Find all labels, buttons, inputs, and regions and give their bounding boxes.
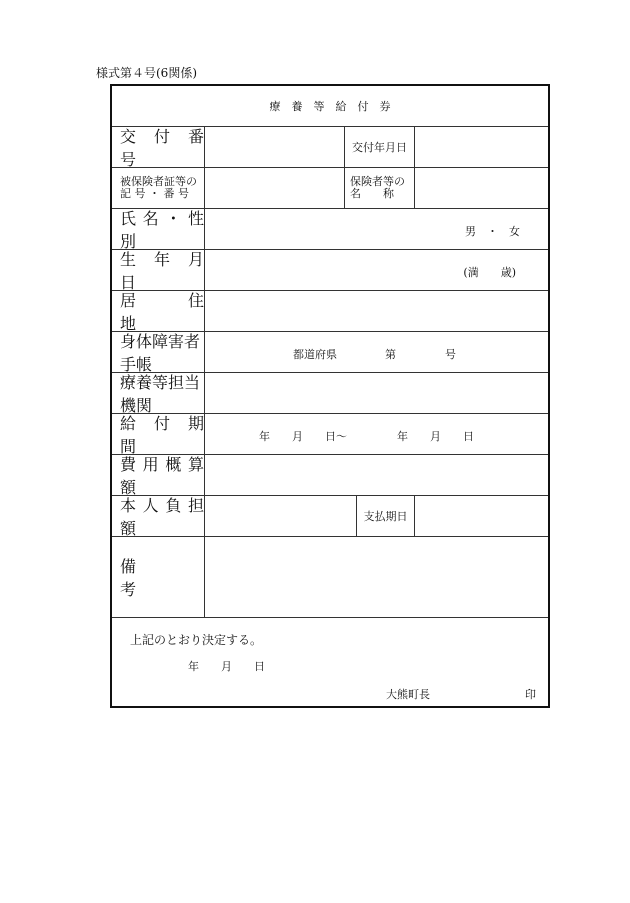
- benefit-period-row: [112, 413, 548, 454]
- self-pay-field[interactable]: [204, 496, 356, 536]
- insured-row: [112, 167, 548, 208]
- period-from: 年 月 日～: [259, 430, 347, 443]
- cost-estimate-label: 費 用 概 算 額: [120, 455, 204, 497]
- self-pay-row: [112, 495, 548, 536]
- insurer-name-label-line2: 名 称: [350, 187, 394, 200]
- period-to: 年 月 日: [397, 430, 474, 443]
- seal-mark: 印: [525, 688, 536, 701]
- residence-label: 居 住 地: [120, 291, 237, 333]
- birthdate-label: 生 年 月 日: [120, 250, 221, 292]
- remarks-field[interactable]: [204, 537, 548, 617]
- issue-number-label: 交 付 番 号: [120, 127, 221, 169]
- remarks-label: 備 考: [120, 557, 201, 599]
- insurer-name-field[interactable]: [414, 168, 548, 208]
- title-row: [112, 86, 548, 126]
- disability-dai: 第: [385, 348, 396, 361]
- care-institution-label: 療養等担当機関: [120, 373, 201, 415]
- insured-cert-field[interactable]: [204, 168, 344, 208]
- name-row: [112, 208, 548, 249]
- insurer-name-label-line1: 保険者等の: [350, 175, 405, 188]
- footer-area: [112, 617, 548, 706]
- disability-book-label: 身体障害者手帳: [120, 332, 201, 374]
- disability-go: 号: [445, 348, 456, 361]
- care-institution-row: [112, 372, 548, 413]
- payment-due-label: 支払期日: [356, 496, 414, 536]
- disability-field[interactable]: [204, 332, 548, 372]
- issue-number-field[interactable]: [204, 127, 344, 167]
- insured-cert-label-line2: 記 号 ・ 番 号: [120, 187, 189, 200]
- cost-estimate-row: [112, 454, 548, 495]
- age-text: (満 歳): [463, 266, 516, 279]
- issue-row: [112, 126, 548, 167]
- cost-estimate-field[interactable]: [204, 455, 548, 495]
- benefit-period-field[interactable]: [204, 414, 548, 454]
- form-title: 療 養 等 給 付 券: [269, 100, 391, 113]
- form-number-label: 様式第４号(6関係): [96, 66, 197, 80]
- disability-prefecture: 都道府県: [293, 348, 337, 361]
- name-field[interactable]: [204, 209, 548, 249]
- mayor-title: 大熊町長: [386, 688, 430, 701]
- decision-text: 上記のとおり決定する。: [130, 633, 263, 647]
- issue-date-label: 交付年月日: [344, 127, 414, 167]
- birthdate-field[interactable]: [204, 250, 548, 290]
- issue-date-field[interactable]: [414, 127, 548, 167]
- residence-field[interactable]: [204, 291, 548, 331]
- residence-row: [112, 290, 548, 331]
- disability-row: [112, 331, 548, 372]
- insured-cert-label-line1: 被保険者証等の: [120, 175, 197, 188]
- care-institution-field[interactable]: [204, 373, 548, 413]
- payment-due-field[interactable]: [414, 496, 548, 536]
- decision-date: 年 月 日: [188, 660, 265, 673]
- sex-options[interactable]: 男 ・ 女: [465, 225, 520, 238]
- birthdate-row: [112, 249, 548, 290]
- benefit-voucher-form: [110, 84, 550, 708]
- insurer-name-label: [344, 168, 414, 208]
- benefit-period-label: 給 付 期 間: [120, 414, 221, 456]
- remarks-row: [112, 536, 548, 617]
- name-sex-label: 氏 名 ・ 性 別: [120, 209, 204, 251]
- self-pay-label: 本 人 負 担 額: [120, 496, 204, 538]
